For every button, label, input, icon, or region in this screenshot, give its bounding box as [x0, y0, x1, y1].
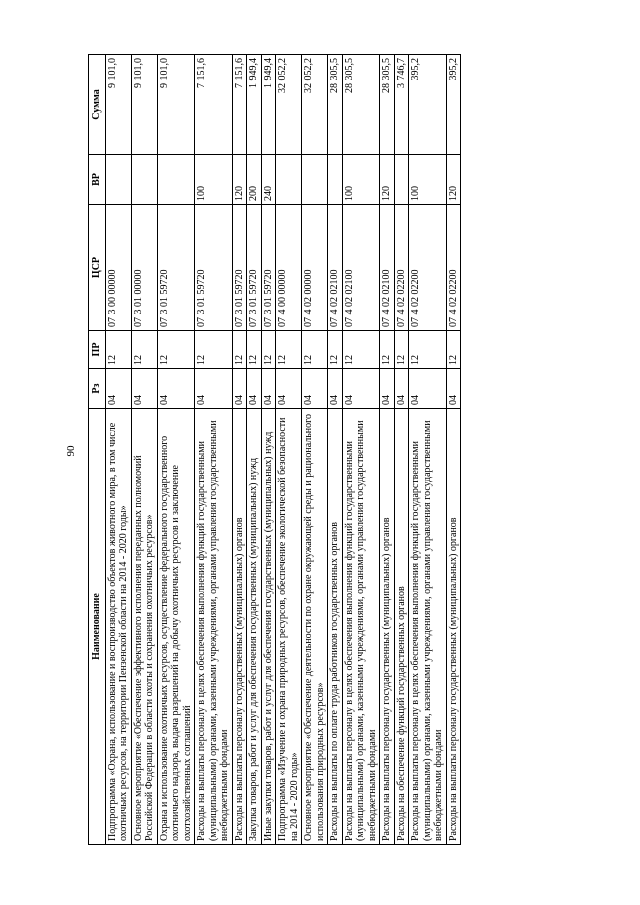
cell-pr: 12 — [302, 331, 328, 369]
cell-pr: 12 — [247, 331, 262, 369]
cell-rz: 04 — [380, 369, 395, 409]
table-row — [247, 55, 262, 845]
cell-pr: 12 — [328, 331, 343, 369]
header-csr: ЦСР — [89, 205, 106, 331]
cell-sum: 28 305,5 — [328, 55, 343, 155]
cell-pr: 12 — [394, 331, 409, 369]
cell-name: Охрана и использование охотничьих ресурсов, осуществление федерального государственного охотничьего надзора, выдача разрешений на добычу охотничьих ресурсов и заключение охотхозяйственных соглашений — [157, 409, 195, 845]
table-row — [232, 55, 247, 845]
cell-vr — [328, 155, 343, 205]
cell-csr: 07 4 02 02200 — [394, 205, 409, 331]
page-number: 90 — [65, 445, 77, 457]
cell-sum: 9 101,0 — [131, 55, 157, 155]
cell-vr — [276, 155, 302, 205]
cell-rz: 04 — [276, 369, 302, 409]
header-sum: Сумма — [89, 55, 106, 155]
cell-sum: 32 052,2 — [302, 55, 328, 155]
cell-vr: 200 — [247, 155, 262, 205]
cell-csr: 07 3 01 59720 — [157, 205, 195, 331]
cell-sum: 9 101,0 — [105, 55, 131, 155]
cell-name: Расходы на выплаты по оплате труда работников государственных органов — [328, 409, 343, 845]
cell-name: Расходы на выплаты персоналу в целях обеспечения выполнения функций государственными (муниципальными) органами, казенными учреждениями, органами управления государственными внебюджетными фондами — [409, 409, 447, 845]
cell-rz: 04 — [195, 369, 233, 409]
cell-rz: 04 — [157, 369, 195, 409]
cell-name: Подпрограмма «Изучение и охрана природных ресурсов, обеспечение экологической безопасности на 2014 - 2020 годы» — [276, 409, 302, 845]
cell-pr: 12 — [380, 331, 395, 369]
cell-sum: 28 305,5 — [342, 55, 380, 155]
cell-name: Иные закупки товаров, работ и услуг для обеспечения государственных (муниципальных) нужд — [261, 409, 276, 845]
cell-name: Расходы на обеспечение функций государственных органов — [394, 409, 409, 845]
cell-pr: 12 — [195, 331, 233, 369]
cell-rz: 04 — [261, 369, 276, 409]
cell-sum: 28 305,5 — [380, 55, 395, 155]
header-pr: ПР — [89, 331, 106, 369]
cell-vr — [394, 155, 409, 205]
table-row — [157, 55, 195, 845]
cell-csr: 07 4 02 00000 — [302, 205, 328, 331]
cell-csr: 07 3 01 59720 — [261, 205, 276, 331]
cell-rz: 04 — [394, 369, 409, 409]
cell-vr: 100 — [409, 155, 447, 205]
cell-name: Подпрограмма «Охрана, использование и воспроизводство объектов животного мира, в том числе охотничьих ресурсов, на территории Пензенской области на 2014 - 2020 годы» — [105, 409, 131, 845]
cell-name: Закупка товаров, работ и услуг для обеспечения государственных (муниципальных) нужд — [247, 409, 262, 845]
cell-csr: 07 4 02 02200 — [409, 205, 447, 331]
cell-pr: 12 — [105, 331, 131, 369]
cell-vr: 120 — [446, 155, 461, 205]
cell-rz: 04 — [247, 369, 262, 409]
table-row — [446, 55, 461, 845]
table-row — [105, 55, 131, 845]
cell-vr: 120 — [380, 155, 395, 205]
cell-rz: 04 — [232, 369, 247, 409]
table-row — [131, 55, 157, 845]
cell-pr: 12 — [446, 331, 461, 369]
cell-vr — [105, 155, 131, 205]
header-row — [89, 55, 106, 845]
cell-csr: 07 4 02 02200 — [446, 205, 461, 331]
cell-rz: 04 — [302, 369, 328, 409]
cell-vr: 100 — [342, 155, 380, 205]
rotated-page-content — [88, 55, 562, 845]
cell-name: Расходы на выплаты персоналу государственных (муниципальных) органов — [380, 409, 395, 845]
table-row — [394, 55, 409, 845]
table-row — [261, 55, 276, 845]
cell-sum: 32 052,2 — [276, 55, 302, 155]
table-row — [342, 55, 380, 845]
cell-name: Расходы на выплаты персоналу в целях обеспечения выполнения функций государственными (муниципальными) органами, казенными учреждениями, органами управления государственными внебюджетными фондами — [195, 409, 233, 845]
cell-name: Расходы на выплаты персоналу государственных (муниципальных) органов — [446, 409, 461, 845]
cell-sum: 1 949,4 — [247, 55, 262, 155]
table-row — [276, 55, 302, 845]
cell-pr: 12 — [261, 331, 276, 369]
cell-csr: 07 4 00 00000 — [276, 205, 302, 331]
cell-sum: 7 151,6 — [195, 55, 233, 155]
table-row — [195, 55, 233, 845]
cell-pr: 12 — [409, 331, 447, 369]
cell-sum: 7 151,6 — [232, 55, 247, 155]
cell-vr: 120 — [232, 155, 247, 205]
cell-csr: 07 3 00 00000 — [105, 205, 131, 331]
cell-pr: 12 — [131, 331, 157, 369]
table-row — [409, 55, 447, 845]
cell-csr: 07 3 01 59720 — [232, 205, 247, 331]
cell-rz: 04 — [446, 369, 461, 409]
cell-vr: 240 — [261, 155, 276, 205]
cell-pr: 12 — [232, 331, 247, 369]
cell-sum: 3 746,7 — [394, 55, 409, 155]
cell-name: Основное мероприятие «Обеспечение деятельности по охране окружающей среды и рационального использования природных ресурсов» — [302, 409, 328, 845]
table-row — [302, 55, 328, 845]
cell-sum: 395,2 — [409, 55, 447, 155]
cell-rz: 04 — [342, 369, 380, 409]
cell-sum: 395,2 — [446, 55, 461, 155]
cell-csr: 07 4 02 02100 — [342, 205, 380, 331]
cell-vr — [131, 155, 157, 205]
cell-vr: 100 — [195, 155, 233, 205]
header-name: Наименование — [89, 409, 106, 845]
cell-csr: 07 3 01 00000 — [131, 205, 157, 331]
table-row — [328, 55, 343, 845]
cell-csr: 07 3 01 59720 — [247, 205, 262, 331]
table-row — [380, 55, 395, 845]
cell-sum: 1 949,4 — [261, 55, 276, 155]
cell-pr: 12 — [276, 331, 302, 369]
cell-csr: 07 4 02 02100 — [328, 205, 343, 331]
table-body — [105, 55, 461, 845]
cell-vr — [302, 155, 328, 205]
cell-pr: 12 — [342, 331, 380, 369]
cell-rz: 04 — [328, 369, 343, 409]
cell-name: Основное мероприятие «Обеспечение эффективного исполнения переданных полномочий Российской Федерации в области охоты и сохранения охотничьих ресурсов» — [131, 409, 157, 845]
cell-csr: 07 4 02 02100 — [380, 205, 395, 331]
header-vr: ВР — [89, 155, 106, 205]
cell-vr — [157, 155, 195, 205]
cell-rz: 04 — [409, 369, 447, 409]
cell-rz: 04 — [131, 369, 157, 409]
budget-table — [88, 54, 461, 845]
cell-rz: 04 — [105, 369, 131, 409]
header-rz: Рз — [89, 369, 106, 409]
cell-pr: 12 — [157, 331, 195, 369]
cell-csr: 07 3 01 59720 — [195, 205, 233, 331]
cell-name: Расходы на выплаты персоналу государственных (муниципальных) органов — [232, 409, 247, 845]
table-header — [89, 55, 106, 845]
cell-sum: 9 101,0 — [157, 55, 195, 155]
cell-name: Расходы на выплаты персоналу в целях обеспечения выполнения функций государственными (муниципальными) органами, казенными учреждениями, органами управления государственными внебюджетными фондами — [342, 409, 380, 845]
